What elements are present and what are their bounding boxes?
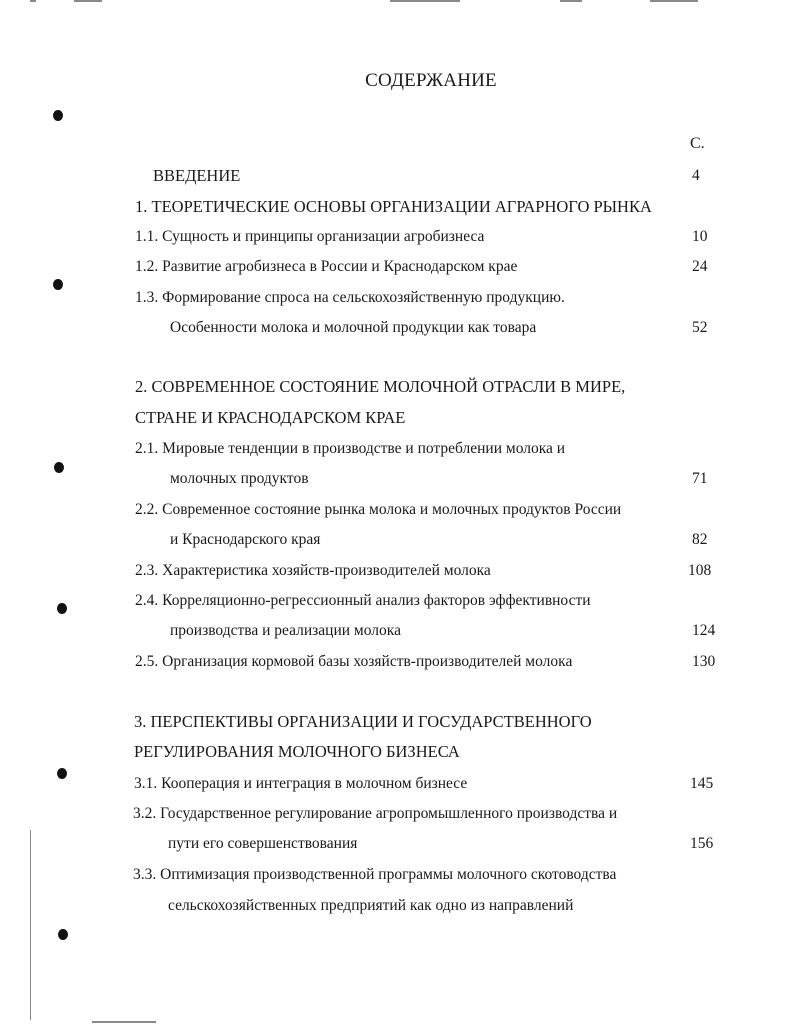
page-column-label: С. [690, 135, 705, 152]
toc-page-number: 156 [690, 835, 714, 852]
toc-entry-1-3-continued: Особенности молока и молочной продукции как товара [170, 319, 537, 336]
toc-entry-3-2: 3.2. Государственное регулирование агропромышленного производства и [133, 805, 618, 822]
toc-page-number: 82 [692, 531, 708, 548]
toc-entry-2-1: 2.1. Мировые тенденции в производстве и потреблении молока и [135, 440, 566, 457]
toc-entry-3-2-continued: пути его совершенствования [168, 835, 358, 852]
toc-page-number: 145 [690, 775, 714, 792]
scan-artifact-bottom [92, 1021, 156, 1023]
toc-entry-2-4: 2.4. Корреляционно-регрессионный анализ факторов эффективности [135, 592, 591, 609]
toc-page-number: 124 [692, 622, 716, 639]
toc-page-number: 10 [692, 228, 708, 245]
toc-entry-2-4-continued: производства и реализации молока [170, 622, 401, 639]
toc-entry-1-3: 1.3. Формирование спроса на сельскохозяйственную продукцию. [135, 289, 565, 306]
scan-artifact-top-3 [390, 0, 460, 2]
page-title: СОДЕРЖАНИЕ [365, 70, 497, 91]
toc-entry-introduction: ВВЕДЕНИЕ [153, 166, 241, 185]
toc-entry-3-1: 3.1. Кооперация и интеграция в молочном бизнесе [134, 775, 468, 792]
scan-artifact-top-2 [74, 0, 102, 2]
toc-page-number: 4 [692, 167, 700, 184]
toc-entry-1-2: 1.2. Развитие агробизнеса в России и Краснодарском крае [135, 258, 518, 275]
toc-page-number: 130 [692, 653, 716, 670]
toc-entry-2-1-continued: молочных продуктов [170, 470, 309, 487]
scan-artifact-top-4 [560, 0, 582, 2]
punch-hole [53, 279, 63, 290]
toc-entry-1-1: 1.1. Сущность и принципы организации агробизнеса [135, 228, 485, 245]
toc-page-number: 71 [692, 470, 708, 487]
punch-hole [57, 603, 67, 614]
toc-page-number: 52 [692, 319, 708, 336]
scan-artifact-top-5 [650, 0, 698, 2]
scan-artifact-left-edge [30, 830, 31, 1020]
toc-entry-3-3: 3.3. Оптимизация производственной программы молочного скотоводства [133, 866, 617, 883]
punch-hole [57, 768, 67, 779]
toc-page-number: 108 [688, 562, 712, 579]
toc-entry-chapter-3: 3. ПЕРСПЕКТИВЫ ОРГАНИЗАЦИИ И ГОСУДАРСТВЕННОГО [134, 712, 592, 731]
punch-hole [53, 110, 63, 121]
toc-entry-chapter-2: 2. СОВРЕМЕННОЕ СОСТОЯНИЕ МОЛОЧНОЙ ОТРАСЛИ В МИРЕ, [135, 377, 626, 396]
toc-page-number: 24 [692, 258, 708, 275]
scan-artifact-top-1 [30, 0, 36, 2]
toc-entry-chapter-1: 1. ТЕОРЕТИЧЕСКИЕ ОСНОВЫ ОРГАНИЗАЦИИ АГРАРНОГО РЫНКА [135, 197, 652, 216]
toc-entry-2-5: 2.5. Организация кормовой базы хозяйств-производителей молока [135, 653, 573, 670]
toc-entry-2-2: 2.2. Современное состояние рынка молока и молочных продуктов России [135, 501, 622, 518]
punch-hole [54, 462, 64, 473]
punch-hole [58, 929, 68, 940]
toc-entry-chapter-3-continued: РЕГУЛИРОВАНИЯ МОЛОЧНОГО БИЗНЕСА [134, 742, 460, 761]
toc-entry-2-3: 2.3. Характеристика хозяйств-производителей молока [135, 562, 491, 579]
toc-entry-3-3-continued: сельскохозяйственных предприятий как одно из направлений [168, 897, 574, 914]
toc-entry-2-2-continued: и Краснодарского края [170, 531, 321, 548]
toc-entry-chapter-2-continued: СТРАНЕ И КРАСНОДАРСКОМ КРАЕ [135, 408, 406, 427]
